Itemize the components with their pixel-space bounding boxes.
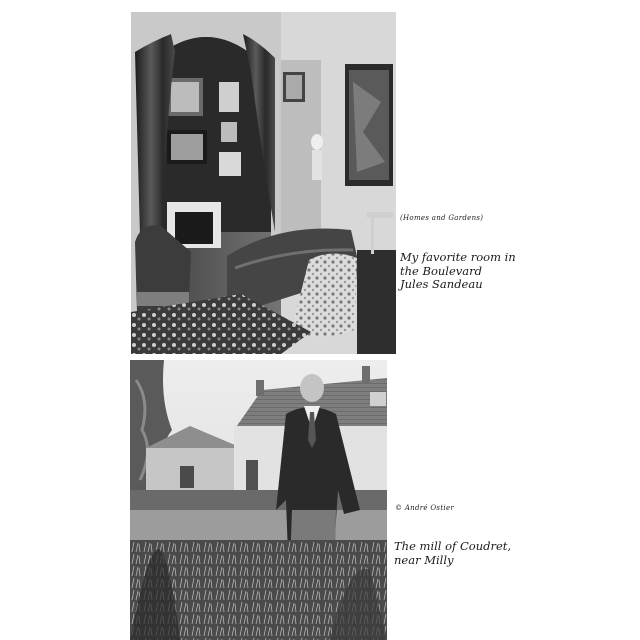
salon-photo — [131, 12, 396, 354]
caption-bottom-line: near Milly — [394, 552, 454, 567]
photo-credit-top: (Homes and Gardens) — [400, 214, 484, 222]
caption-bottom-line: The mill of Coudret, — [394, 539, 512, 553]
caption-top — [400, 251, 516, 292]
photo-credit-bottom: © André Ostier — [395, 504, 455, 512]
caption-top-line: My favorite room in — [400, 250, 516, 264]
mill-photo — [130, 360, 387, 640]
caption-bottom — [394, 540, 511, 567]
caption-top-line: Jules Sandeau — [400, 277, 483, 291]
caption-top-line: the Boulevard — [400, 263, 482, 278]
